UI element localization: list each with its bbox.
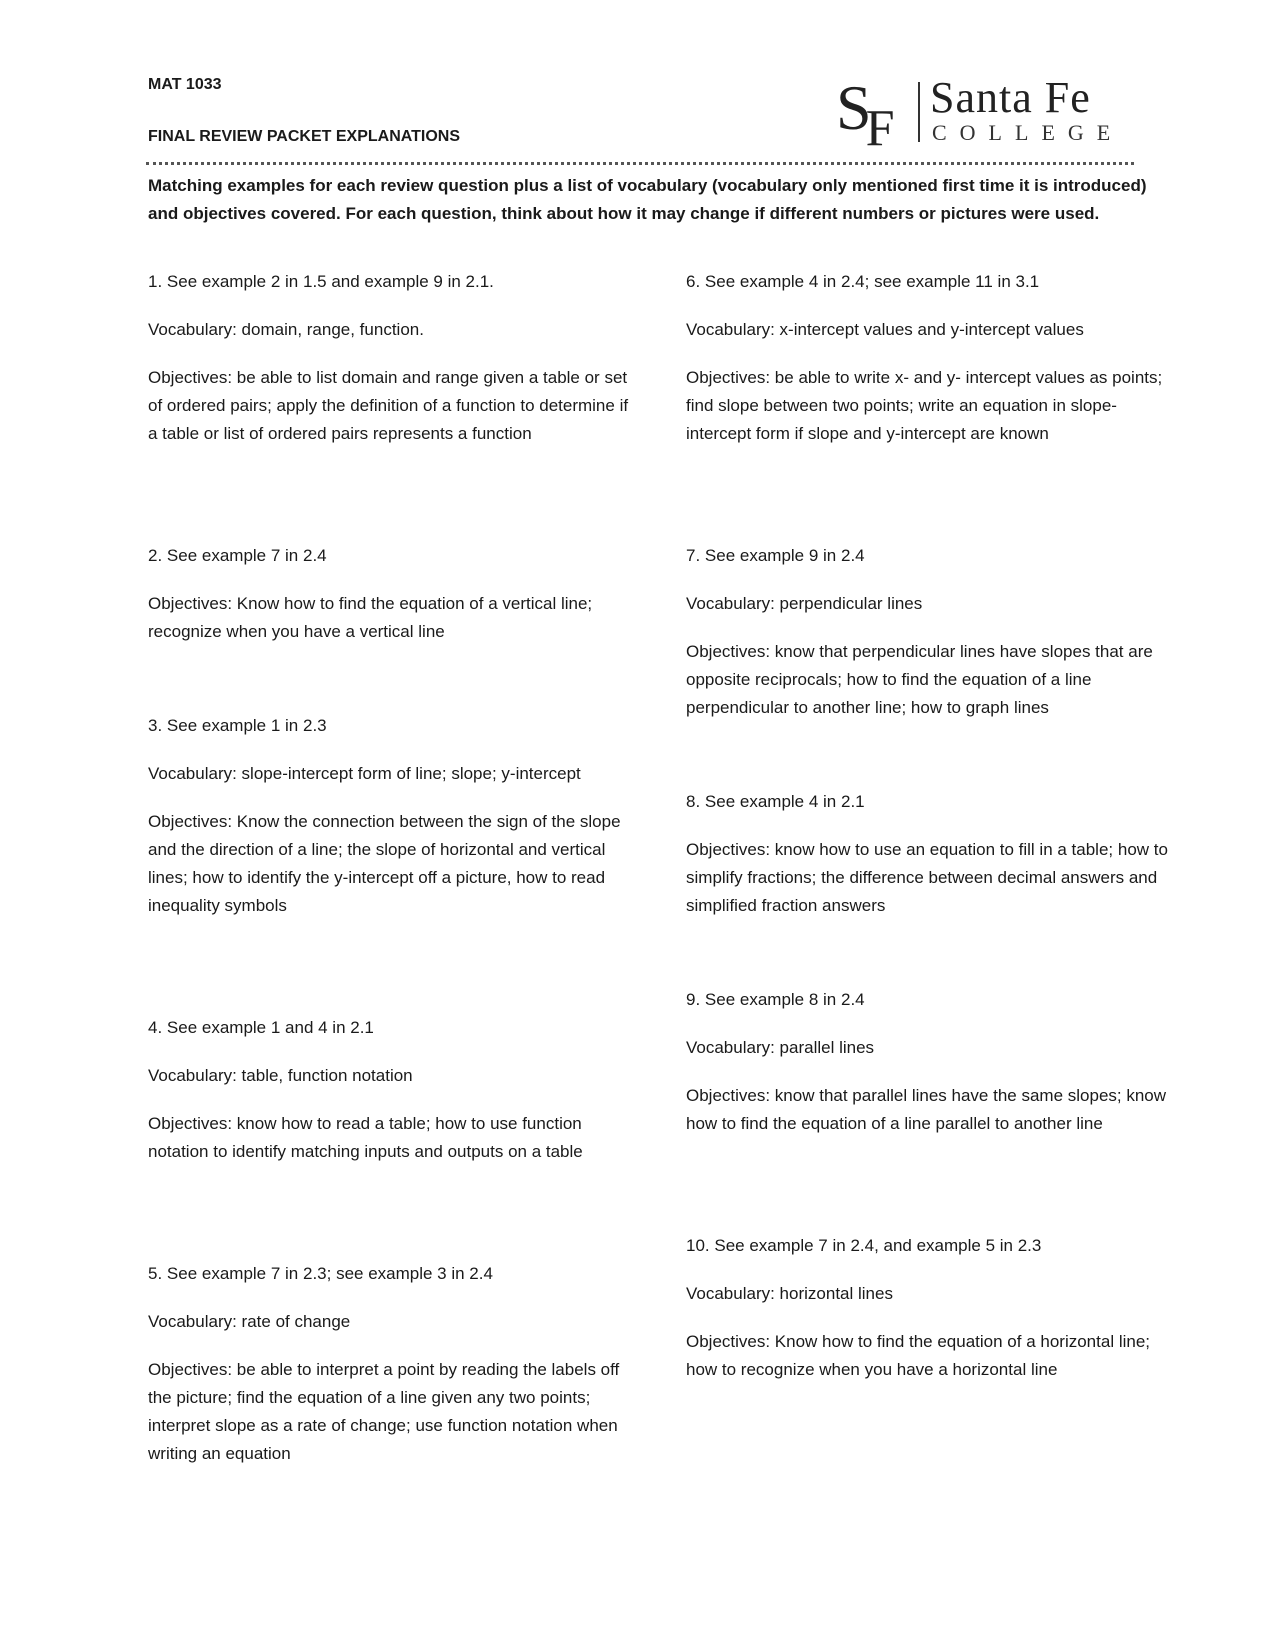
item-heading: 6. See example 4 in 2.4; see example 11 in 3.1 bbox=[686, 272, 1040, 291]
item-objectives: Objectives: Know how to find the equation of a horizontal line; how to recognize when you have a horizontal line bbox=[686, 1332, 1151, 1379]
document-title: FINAL REVIEW PACKET EXPLANATIONS bbox=[148, 128, 461, 145]
logo-name: Santa Fe bbox=[930, 73, 1091, 122]
intro-paragraph: Matching examples for each review question plus a list of vocabulary (vocabulary only mentioned first time it is introduced) and objectives covered. For each question, think about how it may change if different numbers or pictures were used. bbox=[148, 176, 1147, 223]
santa-fe-college-logo bbox=[836, 72, 1136, 157]
item-heading: 10. See example 7 in 2.4, and example 5 in 2.3 bbox=[686, 1236, 1042, 1255]
course-code: MAT 1033 bbox=[148, 76, 222, 93]
item-heading: 4. See example 1 and 4 in 2.1 bbox=[148, 1018, 374, 1037]
item-objectives: Objectives: know how to read a table; how to use function notation to identify matching inputs and outputs on a table bbox=[148, 1114, 583, 1161]
logo-divider bbox=[918, 82, 920, 142]
review-item-5 bbox=[148, 1260, 638, 1468]
review-item-10 bbox=[686, 1232, 1176, 1384]
item-objectives: Objectives: know how to use an equation to fill in a table; how to simplify fractions; the difference between decimal answers and simplified fraction answers bbox=[686, 840, 1168, 915]
item-vocabulary: Vocabulary: table, function notation bbox=[148, 1066, 413, 1085]
item-objectives: Objectives: be able to write x- and y- intercept values as points; find slope between two points; write an equation in slope-intercept form if slope and y-intercept are known bbox=[686, 368, 1163, 443]
review-item-7 bbox=[686, 542, 1176, 722]
review-item-2 bbox=[148, 542, 638, 646]
item-vocabulary: Vocabulary: horizontal lines bbox=[686, 1284, 893, 1303]
item-objectives: Objectives: Know the connection between the sign of the slope and the direction of a line; the slope of horizontal and vertical lines; how to identify the y-intercept off a picture, how to read inequality symbols bbox=[148, 812, 621, 915]
item-heading: 7. See example 9 in 2.4 bbox=[686, 546, 865, 565]
review-item-1 bbox=[148, 268, 638, 448]
review-item-6 bbox=[686, 268, 1176, 448]
item-vocabulary: Vocabulary: parallel lines bbox=[686, 1038, 875, 1057]
item-objectives: Objectives: Know how to find the equation of a vertical line; recognize when you have a vertical line bbox=[148, 594, 593, 641]
item-heading: 9. See example 8 in 2.4 bbox=[686, 990, 865, 1009]
item-objectives: Objectives: be able to interpret a point by reading the labels off the picture; find the equation of a line given any two points; interpret slope as a rate of change; use function notation when writing an equation bbox=[148, 1360, 620, 1463]
item-vocabulary: Vocabulary: x-intercept values and y-intercept values bbox=[686, 320, 1084, 339]
review-item-4 bbox=[148, 1014, 638, 1166]
logo-monogram: $S_F$ bbox=[836, 72, 889, 157]
item-objectives: Objectives: know that perpendicular lines have slopes that are opposite reciprocals; how to find the equation of a line perpendicular to another line; how to graph lines bbox=[686, 642, 1153, 717]
item-vocabulary: Vocabulary: rate of change bbox=[148, 1312, 351, 1331]
item-heading: 1. See example 2 in 1.5 and example 9 in 2.1. bbox=[148, 272, 494, 291]
item-heading: 2. See example 7 in 2.4 bbox=[148, 546, 327, 565]
item-vocabulary: Vocabulary: slope-intercept form of line; slope; y-intercept bbox=[148, 764, 581, 783]
logo-subtitle: COLLEGE bbox=[932, 120, 1124, 145]
item-objectives: Objectives: be able to list domain and range given a table or set of ordered pairs; apply the definition of a function to determine if a table or list of ordered pairs represents a function bbox=[148, 368, 629, 443]
review-item-3 bbox=[148, 712, 638, 920]
item-heading: 3. See example 1 in 2.3 bbox=[148, 716, 327, 735]
item-objectives: Objectives: know that parallel lines have the same slopes; know how to find the equation of a line parallel to another line bbox=[686, 1086, 1167, 1133]
item-vocabulary: Vocabulary: perpendicular lines bbox=[686, 594, 923, 613]
review-item-8 bbox=[686, 788, 1176, 920]
item-heading: 5. See example 7 in 2.3; see example 3 in 2.4 bbox=[148, 1264, 493, 1283]
review-item-9 bbox=[686, 986, 1176, 1138]
item-heading: 8. See example 4 in 2.1 bbox=[686, 792, 865, 811]
header-divider bbox=[146, 162, 1134, 165]
item-vocabulary: Vocabulary: domain, range, function. bbox=[148, 320, 424, 339]
